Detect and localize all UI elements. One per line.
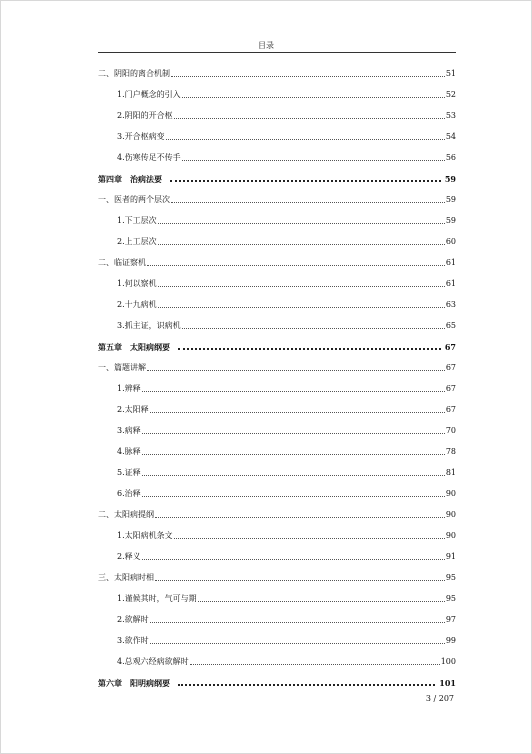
toc-subsection-entry[interactable] — [117, 152, 456, 164]
toc-subsection-entry[interactable] — [117, 299, 456, 311]
toc-entry-label: 二、阴阳的离合机制 — [98, 69, 170, 78]
toc-subsection-entry[interactable] — [117, 530, 456, 542]
toc-dot-leader — [178, 683, 435, 686]
toc-entry-label: 二、临证察机 — [98, 258, 146, 267]
toc-subsection-entry[interactable] — [117, 425, 456, 437]
toc-entry-page: 70 — [445, 426, 456, 435]
toc-entry-page: 81 — [445, 468, 456, 477]
toc-chapter-entry[interactable] — [98, 173, 456, 185]
toc-entry-label: 3.开合枢病变 — [117, 132, 165, 141]
toc-entry-page: 60 — [445, 237, 456, 246]
toc-dot-leader — [150, 411, 445, 413]
toc-entry-label: 1.下工层次 — [117, 216, 157, 225]
toc-subsection-entry[interactable] — [117, 593, 456, 605]
toc-dot-leader — [142, 390, 445, 392]
toc-entry-page: 90 — [445, 531, 456, 540]
toc-entry-label: 1.太阳病机条文 — [117, 531, 173, 540]
toc-entry-page: 61 — [445, 258, 456, 267]
toc-entry-label: 4.伤寒传足不传手 — [117, 153, 181, 162]
toc-entry-label: 3.欲作时 — [117, 636, 149, 645]
toc-dot-leader — [182, 159, 445, 161]
toc-subsection-entry[interactable] — [117, 110, 456, 122]
toc-subsection-entry[interactable] — [117, 404, 456, 416]
toc-subsection-entry[interactable] — [117, 488, 456, 500]
toc-dot-leader — [158, 243, 445, 245]
toc-entry-page: 67 — [445, 384, 456, 393]
toc-entry-page: 95 — [445, 594, 456, 603]
toc-entry-label: 二、太阳病提纲 — [98, 510, 154, 519]
toc-subsection-entry[interactable] — [117, 320, 456, 332]
toc-entry-page: 78 — [445, 447, 456, 456]
toc-entry-label: 三、太阳病时相 — [98, 573, 154, 582]
toc-subsection-entry[interactable] — [117, 383, 456, 395]
toc-entry-label: 2.释义 — [117, 552, 141, 561]
toc-dot-leader — [150, 642, 445, 644]
toc-entry-page: 67 — [445, 405, 456, 414]
toc-subsection-entry[interactable] — [117, 89, 456, 101]
toc-entry-page: 52 — [445, 90, 456, 99]
toc-chapter-entry[interactable] — [98, 341, 456, 353]
toc-dot-leader — [147, 264, 445, 266]
toc-entry-page: 63 — [445, 300, 456, 309]
toc-subsection-entry[interactable] — [117, 278, 456, 290]
toc-dot-leader — [178, 347, 441, 350]
toc-entry-label: 一、医者的两个层次 — [98, 195, 170, 204]
toc-entry-label: 6.治释 — [117, 489, 141, 498]
toc-dot-leader — [142, 432, 445, 434]
toc-dot-leader — [142, 495, 445, 497]
toc-entry-label: 3.病释 — [117, 426, 141, 435]
footer-page-number: 3 / 207 — [425, 694, 454, 703]
toc-dot-leader — [171, 75, 445, 77]
toc-dot-leader — [170, 179, 441, 182]
toc-entry-page: 51 — [445, 69, 456, 78]
toc-entry-page: 90 — [445, 510, 456, 519]
toc-dot-leader — [142, 474, 445, 476]
toc-entry-label: 2.太阳释 — [117, 405, 149, 414]
toc-entry-label: 4.总观六经病欲解时 — [117, 657, 189, 666]
toc-entry-label: 1.谨候其时，气可与期 — [117, 594, 197, 603]
toc-dot-leader — [166, 138, 445, 140]
toc-entry-page: 59 — [445, 216, 456, 225]
toc-subsection-entry[interactable] — [117, 551, 456, 563]
toc-entry-label: 第五章 太阳病纲要 — [98, 342, 170, 352]
toc-entry-label: 2.十九病机 — [117, 300, 157, 309]
toc-entry-page: 54 — [445, 132, 456, 141]
toc-entry-label: 1.门户概念的引入 — [117, 90, 181, 99]
toc-subsection-entry[interactable] — [117, 131, 456, 143]
toc-entry-label: 第四章 治病法要 — [98, 174, 162, 184]
toc-entry-page: 90 — [445, 489, 456, 498]
toc-entry-page: 97 — [445, 615, 456, 624]
toc-entry-page: 59 — [444, 174, 456, 184]
toc-subsection-entry[interactable] — [117, 467, 456, 479]
toc-entry-page: 59 — [445, 195, 456, 204]
toc-dot-leader — [158, 306, 445, 308]
toc-entry-label: 5.证释 — [117, 468, 141, 477]
toc-section-entry[interactable] — [98, 194, 456, 206]
toc-dot-leader — [155, 516, 445, 518]
toc-subsection-entry[interactable] — [117, 635, 456, 647]
toc-subsection-entry[interactable] — [117, 614, 456, 626]
toc-entry-label: 2.阴阳的开合枢 — [117, 111, 173, 120]
toc-dot-leader — [174, 537, 445, 539]
toc-section-entry[interactable] — [98, 362, 456, 374]
toc-dot-leader — [158, 285, 445, 287]
toc-entry-page: 99 — [445, 636, 456, 645]
toc-entry-label: 3.抓主证，识病机 — [117, 321, 181, 330]
toc-dot-leader — [174, 117, 445, 119]
toc-subsection-entry[interactable] — [117, 656, 456, 668]
toc-dot-leader — [171, 201, 445, 203]
toc-entry-label: 4.脉释 — [117, 447, 141, 456]
toc-dot-leader — [182, 327, 445, 329]
toc-entry-label: 一、篇题讲解 — [98, 363, 146, 372]
toc-chapter-entry[interactable] — [98, 677, 456, 689]
toc-entry-page: 91 — [445, 552, 456, 561]
toc-entry-label: 2.欲解时 — [117, 615, 149, 624]
toc-entry-page: 56 — [445, 153, 456, 162]
toc-dot-leader — [155, 579, 445, 581]
toc-section-entry[interactable] — [98, 509, 456, 521]
toc-entry-label: 第六章 阳明病纲要 — [98, 678, 170, 688]
toc-entry-label: 1.何以察机 — [117, 279, 157, 288]
toc-dot-leader — [182, 96, 445, 98]
toc-dot-leader — [142, 453, 445, 455]
toc-entry-page: 53 — [445, 111, 456, 120]
toc-entry-page: 100 — [440, 657, 456, 666]
toc-entry-page: 67 — [445, 363, 456, 372]
toc-dot-leader — [150, 621, 445, 623]
toc-entry-page: 65 — [445, 321, 456, 330]
toc-dot-leader — [198, 600, 445, 602]
header-title: 目录 — [258, 41, 274, 50]
toc-section-entry[interactable] — [98, 572, 456, 584]
toc-dot-leader — [147, 369, 445, 371]
toc-dot-leader — [190, 663, 440, 665]
toc-dot-leader — [142, 558, 445, 560]
toc-dot-leader — [158, 222, 445, 224]
toc-section-entry[interactable] — [98, 68, 456, 80]
toc-entry-page: 61 — [445, 279, 456, 288]
toc-entry-label: 1.辨释 — [117, 384, 141, 393]
toc-subsection-entry[interactable] — [117, 446, 456, 458]
toc-subsection-entry[interactable] — [117, 236, 456, 248]
toc-entry-label: 2.上工层次 — [117, 237, 157, 246]
toc-entry-page: 67 — [444, 342, 456, 352]
toc-entry-page: 101 — [439, 678, 456, 688]
toc-entry-page: 95 — [445, 573, 456, 582]
toc-section-entry[interactable] — [98, 257, 456, 269]
toc-subsection-entry[interactable] — [117, 215, 456, 227]
